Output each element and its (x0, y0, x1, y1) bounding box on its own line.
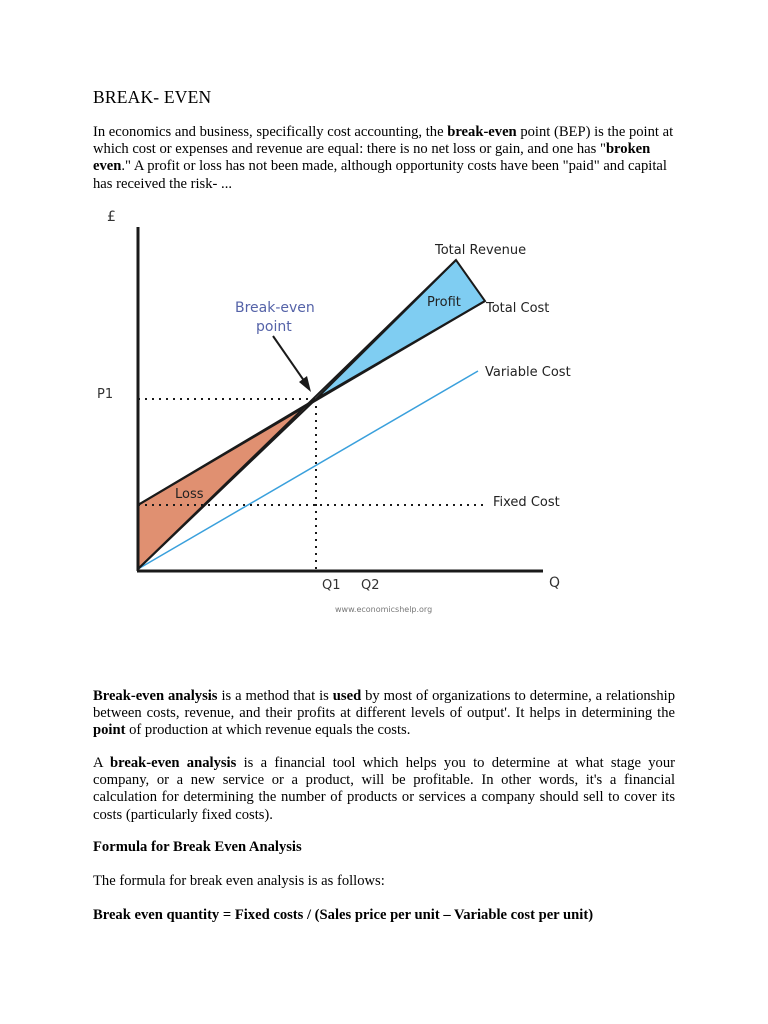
total-cost-line (138, 301, 485, 505)
analysis-paragraph (93, 688, 675, 740)
profit-label: Profit (427, 295, 461, 310)
intro-text-3: ." A profit or loss has not been made, although opportunity costs have been "paid" and capital has received the risk- ... (93, 158, 667, 192)
intro-paragraph (93, 124, 678, 193)
p1-bold-3: point (93, 722, 126, 739)
total-revenue-label: Total Revenue (435, 243, 527, 258)
break-even-arrow (273, 336, 307, 385)
p2-bold-1: break-even analysis (110, 755, 237, 771)
break-even-arrowhead (299, 376, 311, 392)
intro-bold-2: broken even (93, 141, 651, 175)
loss-label: Loss (175, 487, 204, 502)
break-even-label-line1: Break-even (235, 300, 315, 316)
p1-bold-1: Break-even analysis (93, 688, 218, 704)
formula-intro: The formula for break even analysis is as follows: (93, 873, 385, 889)
page-title: BREAK- EVEN (93, 87, 212, 107)
variable-cost-line (138, 371, 478, 569)
break-even-label-line2: point (256, 319, 292, 335)
p2-text-1: A (93, 755, 111, 771)
x-axis-label: Q (549, 575, 561, 591)
profit-area (316, 260, 485, 399)
variable-cost-label: Variable Cost (485, 365, 571, 380)
intro-text-2: point (BEP) is the point at which cost or expenses and revenue are equal: there is no net loss or gain, and one has " (93, 124, 674, 158)
y-axis-label: £ (107, 209, 116, 225)
p1-label: P1 (97, 387, 114, 402)
intro-bold-1: break-even (447, 124, 517, 140)
tool-paragraph (93, 755, 675, 824)
p2-text-2: is a financial tool which helps you to determine at what stage your company, or a new service or a product, will be profitable. In other words, it's a financial calculation for determining the number of products or services a company should sell to cover its costs (particularly fixed costs). (93, 755, 675, 823)
formula-heading: Formula for Break Even Analysis (93, 839, 302, 855)
q2-label: Q2 (361, 578, 380, 593)
fixed-cost-label: Fixed Cost (493, 495, 560, 510)
intro-text-1: In economics and business, specifically cost accounting, the (93, 124, 448, 140)
p1-bold-2: used (332, 688, 362, 704)
formula: Break even quantity = Fixed costs / (Sales price per unit – Variable cost per unit) (93, 907, 594, 923)
source-credit: www.economicshelp.org (335, 605, 433, 614)
break-even-chart (93, 205, 593, 625)
p1-text-3: of production at which revenue equals the costs. (125, 722, 411, 739)
p1-text-2: by most of organizations to determine, a relationship between costs, revenue, and their profits at different levels of output'. It helps in determining the (93, 688, 675, 722)
total-cost-label: Total Cost (486, 301, 550, 316)
p1-text-1: is a method that is (217, 688, 333, 704)
q1-label: Q1 (322, 578, 341, 593)
